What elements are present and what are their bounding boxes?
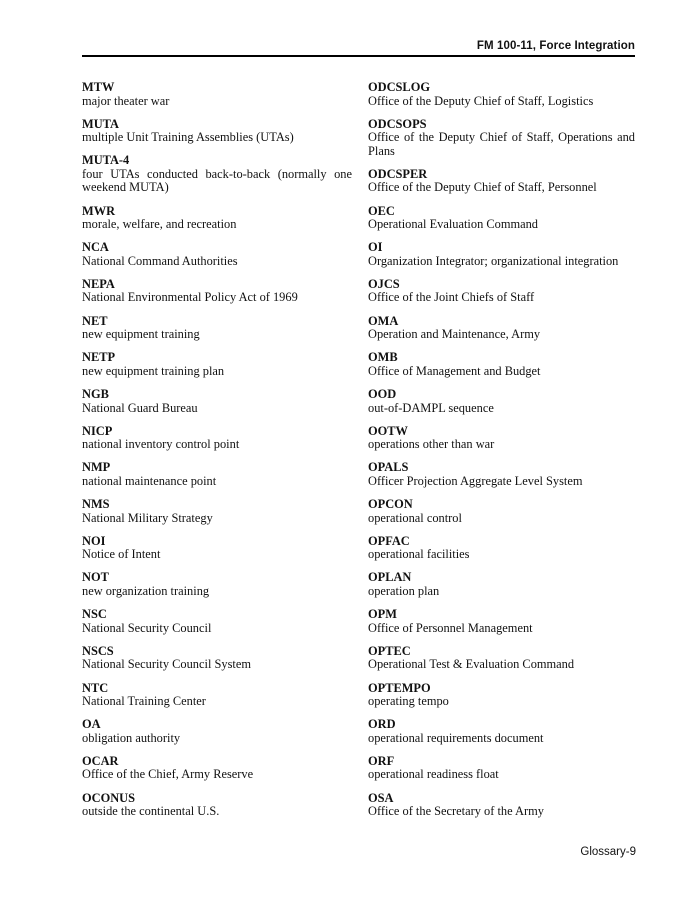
glossary-definition: operational facilities (368, 547, 470, 562)
glossary-definition: national maintenance point (82, 473, 217, 488)
glossary-term: ORD (368, 717, 396, 732)
glossary-entry (368, 792, 635, 819)
glossary-term: OPTEMPO (368, 680, 431, 695)
glossary-entry (368, 388, 635, 415)
glossary-definition: Officer Projection Aggregate Level System (368, 473, 583, 488)
glossary-definition: Notice of Intent (82, 547, 161, 562)
glossary-definition: Office of the Deputy Chief of Staff, Personnel (368, 180, 597, 195)
glossary-term: NEPA (82, 276, 115, 291)
glossary-term: MUTA (82, 116, 119, 131)
glossary-entry (368, 498, 635, 525)
glossary-term: NICP (82, 423, 113, 438)
glossary-definition: National Environmental Policy Act of 1969 (82, 290, 298, 305)
glossary-term: OPCON (368, 497, 413, 512)
glossary-term: ODCSPER (368, 166, 428, 181)
glossary-entry (82, 241, 352, 268)
glossary-entry (82, 315, 352, 342)
glossary-definition: Office of Management and Budget (368, 363, 541, 378)
glossary-entry (82, 498, 352, 525)
glossary-entry (368, 315, 635, 342)
glossary-term: MTW (82, 80, 115, 94)
glossary-definition: National Command Authorities (82, 253, 238, 268)
glossary-definition: major theater war (82, 93, 170, 108)
glossary-definition: operations other than war (368, 437, 495, 452)
glossary-entry (82, 792, 352, 819)
glossary-definition: National Guard Bureau (82, 400, 198, 415)
glossary-definition: new organization training (82, 583, 210, 598)
glossary-entry (368, 645, 635, 672)
glossary-term: OI (368, 240, 383, 255)
glossary-definition: Office of the Secretary of the Army (368, 804, 544, 819)
glossary-entry (82, 425, 352, 452)
glossary-term: OPM (368, 607, 397, 622)
header-rule (82, 55, 635, 57)
glossary-definition: operating tempo (368, 694, 449, 708)
glossary-definition: National Military Strategy (82, 510, 213, 525)
glossary-definition: multiple Unit Training Assemblies (UTAs) (82, 130, 294, 145)
glossary-entry (368, 81, 635, 108)
glossary-definition: outside the continental U.S. (82, 804, 220, 819)
glossary-definition: four UTAs conducted back-to-back (normally one weekend MUTA) (82, 166, 352, 195)
glossary-column-right (368, 81, 635, 828)
glossary-term: NSCS (82, 643, 114, 658)
glossary-entry (82, 351, 352, 378)
glossary-column-left (82, 81, 352, 828)
glossary-entry (368, 571, 635, 598)
glossary-entry (368, 535, 635, 562)
glossary-definition: new equipment training plan (82, 363, 225, 378)
glossary-term: OSA (368, 790, 394, 805)
glossary-definition: National Security Council System (82, 657, 251, 672)
glossary-definition: National Training Center (82, 694, 206, 708)
glossary-term: ODCSOPS (368, 116, 427, 131)
glossary-term: OPFAC (368, 533, 410, 548)
glossary-term: OCAR (82, 753, 119, 768)
glossary-definition: Office of the Joint Chiefs of Staff (368, 290, 535, 305)
glossary-entry (82, 535, 352, 562)
glossary-term: ODCSLOG (368, 80, 430, 94)
glossary-term: MWR (82, 203, 116, 218)
glossary-entry (368, 608, 635, 635)
glossary-definition: Office of the Deputy Chief of Staff, Logistics (368, 93, 594, 108)
glossary-definition: Organization Integrator; organizational integration (368, 253, 619, 268)
glossary-term: OOTW (368, 423, 408, 438)
glossary-term: OPTEC (368, 643, 411, 658)
glossary-term: ORF (368, 753, 395, 768)
glossary-entry (368, 755, 635, 782)
glossary-entry (82, 205, 352, 232)
glossary-entry (368, 168, 635, 195)
glossary-term: NETP (82, 350, 116, 365)
glossary-definition: operational control (368, 510, 462, 525)
glossary-entry (368, 425, 635, 452)
glossary-entry (82, 81, 352, 108)
glossary-term: OCONUS (82, 790, 136, 805)
glossary-term: MUTA-4 (82, 153, 130, 168)
glossary-term: OPLAN (368, 570, 412, 585)
glossary-definition: morale, welfare, and recreation (82, 217, 237, 232)
glossary-entry (82, 645, 352, 672)
glossary-term: OJCS (368, 276, 400, 291)
glossary-term: OEC (368, 203, 395, 218)
glossary-entry (82, 388, 352, 415)
glossary-term: NSC (82, 607, 107, 622)
glossary-entry (82, 682, 352, 709)
glossary-entry (82, 571, 352, 598)
glossary-definition: operational readiness float (368, 767, 499, 782)
glossary-term: OA (82, 717, 101, 732)
glossary-definition: Office of the Chief, Army Reserve (82, 767, 254, 782)
glossary-entry (82, 755, 352, 782)
glossary-definition: new equipment training (82, 327, 200, 342)
glossary-term: NOI (82, 533, 106, 548)
glossary-entry (82, 461, 352, 488)
glossary-definition: out-of-DAMPL sequence (368, 400, 494, 415)
glossary-definition: National Security Council (82, 620, 212, 635)
glossary-entry (368, 205, 635, 232)
glossary-entry (82, 718, 352, 745)
glossary-entry (82, 154, 352, 195)
glossary-entry (368, 118, 635, 159)
glossary-term: NMS (82, 497, 110, 512)
glossary-entry (368, 682, 635, 709)
glossary-definition: national inventory control point (82, 437, 240, 452)
glossary-definition: operational requirements document (368, 730, 544, 745)
glossary-term: NTC (82, 680, 109, 695)
glossary-definition: Operational Evaluation Command (368, 217, 538, 232)
glossary-definition: obligation authority (82, 730, 181, 745)
glossary-entry (82, 118, 352, 145)
glossary-entry (368, 461, 635, 488)
page-header-title: FM 100-11, Force Integration (476, 40, 635, 52)
glossary-definition: operation plan (368, 583, 440, 598)
glossary-definition: Operational Test & Evaluation Command (368, 657, 575, 672)
glossary-entry (82, 278, 352, 305)
glossary-term: OOD (368, 387, 397, 401)
glossary-entry (368, 351, 635, 378)
glossary-definition: Office of Personnel Management (368, 620, 533, 635)
glossary-entry (368, 718, 635, 745)
glossary-term: NOT (82, 570, 109, 585)
glossary-entry (368, 241, 635, 268)
glossary-term: NMP (82, 460, 111, 475)
glossary-definition: Operation and Maintenance, Army (368, 327, 541, 342)
glossary-entry (368, 278, 635, 305)
page-number: Glossary-9 (580, 846, 636, 858)
glossary-term: NET (82, 313, 108, 328)
glossary-entry (82, 608, 352, 635)
glossary-term: NCA (82, 240, 109, 255)
glossary-term: OPALS (368, 460, 409, 475)
glossary-term: NGB (82, 387, 109, 401)
glossary-term: OMA (368, 313, 399, 328)
glossary-term: OMB (368, 350, 398, 365)
glossary-definition: Office of the Deputy Chief of Staff, Operations and Plans (368, 130, 635, 158)
